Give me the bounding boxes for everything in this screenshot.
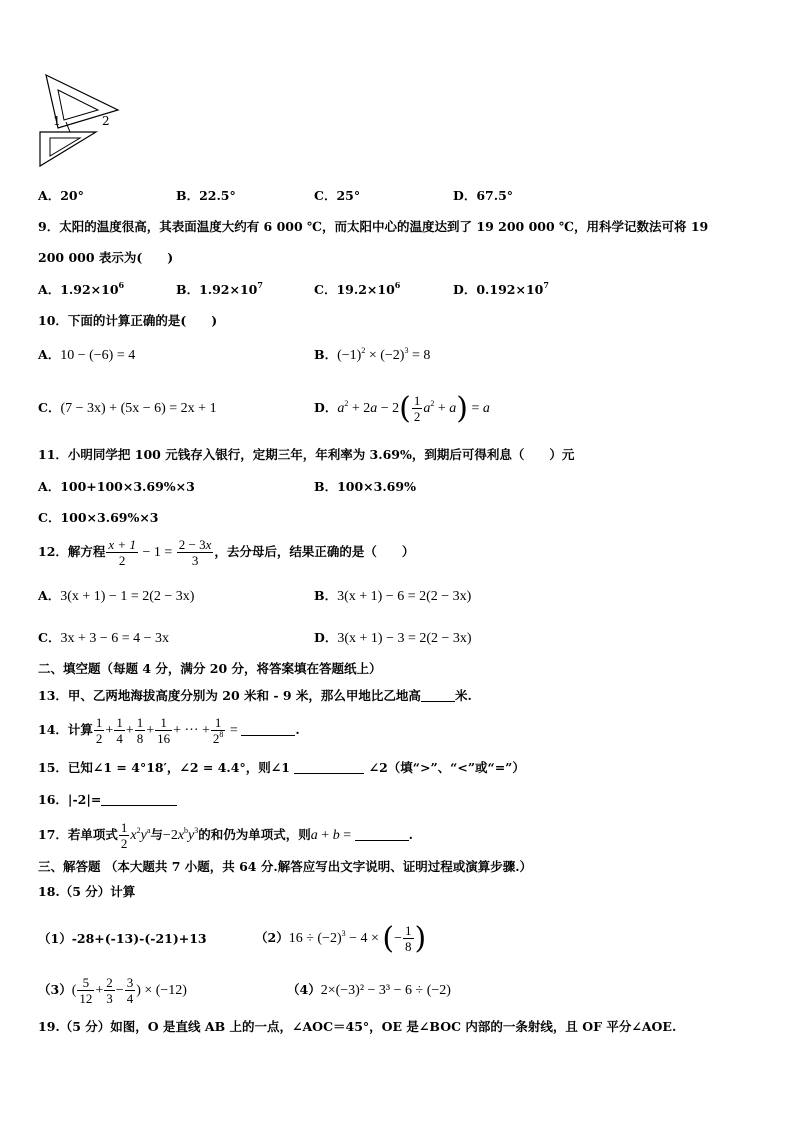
q9-stem-line1: 9．太阳的温度很高，其表面温度大约有 6 000 ℃，而太阳中心的温度达到了 19 200 000 ℃，用科学记数法可将 19 — [38, 219, 709, 234]
q14-stem: 14．计算 $\frac{1}{2}$ + $\frac{1}{4}$ + $\frac{1}{8}$ + $\frac{1}{16}$ + ··· + $\frac{1}{2^8}$ = . — [38, 715, 300, 746]
triangle-rulers-diagram — [36, 70, 126, 170]
q9-option-a: A．$1.92\times 10^6$ — [38, 280, 125, 297]
q18-part-1: （1）-28+(-13)-(-21)+13 — [38, 931, 207, 946]
q15-stem: 15．已知∠1 = 4°18′，∠2 = 4.4°，则∠1 ∠2（填“>”、“<”或“=”） — [38, 760, 525, 775]
q8-option-b: B．22.5° — [176, 188, 236, 203]
q12-option-d: D．3(x + 1) − 3 = 2(2 − 3x) — [314, 630, 472, 646]
q18-part-2: $(2)16 \div (-2)^3 - 4$ × (− $\frac{1}{8}$ ) — [255, 920, 427, 956]
set-squares-figure — [36, 70, 126, 174]
q18-part-3: （3）( $\frac{5}{12}$ + $\frac{2}{3}$ − $\frac{3}{4}$ ) × (−12) — [38, 975, 187, 1006]
q18-part-4: （4）2×(−3)² − 3³ − 6 ÷ (−2) — [287, 982, 451, 998]
q16-stem: 16．|-2|= — [38, 792, 177, 808]
q9-option-b: B．$1.92\times 10^7$ — [176, 280, 263, 297]
q17-answer-blank[interactable] — [355, 828, 409, 841]
q10-option-c: C．(7 − 3x) + (5x − 6) = 2x + 1 — [38, 400, 217, 416]
q10-option-b: B．$(-1)^2 \times (-2)^3 = 8$ — [314, 346, 431, 363]
q13-stem: 13．甲、乙两地海拔高度分别为 20 米和 - 9 米，那么甲地比乙地高 米. — [38, 688, 472, 703]
q14-answer-blank[interactable] — [241, 723, 295, 736]
q19-stem: 19.（5 分）如图，O 是直线 AB 上的一点，∠AOC＝45°，OE 是∠BOC 内部的一条射线，且 OF 平分∠AOE. — [38, 1019, 677, 1034]
q9-stem-line2: 200 000 表示为( ) — [38, 250, 174, 265]
q11-option-b: B．100×3.69% — [314, 479, 416, 494]
q16-answer-blank[interactable] — [101, 793, 177, 806]
q9-option-d: D．$0.192\times 10^7$ — [453, 280, 549, 297]
q17-stem: 17．若单项式 $\frac{1}{2}$ $x^2y^a$与$-2x^by^3$的和仍为单项式，则a + b = . — [38, 820, 413, 851]
q15-answer-blank[interactable] — [294, 761, 364, 774]
q11-stem: 11．小明同学把 100 元钱存入银行，定期三年，年利率为 3.69%，到期后可得利息（ ）元 — [38, 447, 575, 462]
section2-title: 二、填空题（每题 4 分，满分 20 分，将答案填在答题纸上） — [38, 661, 382, 676]
q9-option-c: C．$19.2\times 10^6$ — [314, 280, 401, 297]
q8-option-c: C．25° — [314, 188, 361, 203]
q12-stem: 12．解方程 $\frac{x + 1}{2}$ − 1 = $\frac{2 - 3x}{3}$ ，去分母后，结果正确的是（ ） — [38, 537, 415, 568]
q11-option-a: A．100+100×3.69%×3 — [38, 479, 195, 494]
q13-answer-blank[interactable] — [421, 689, 455, 702]
q10-option-a: A．10 − (−6) = 4 — [38, 347, 136, 363]
q12-option-a: A．3(x + 1) − 1 = 2(2 − 3x) — [38, 588, 195, 604]
q12-option-c: C．3x + 3 − 6 = 4 − 3x — [38, 630, 170, 646]
q8-option-a: A．20° — [38, 188, 84, 203]
q12-option-b: B．3(x + 1) − 6 = 2(2 − 3x) — [314, 588, 472, 604]
q11-option-c: C．100×3.69%×3 — [38, 510, 159, 525]
section3-title: 三、解答题 （本大题共 7 小题，共 64 分.解答应写出文字说明、证明过程或演算步骤.） — [38, 859, 533, 874]
q8-option-d: D．67.5° — [453, 188, 514, 203]
q10-stem: 10．下面的计算正确的是( ) — [38, 313, 218, 328]
angle-label-2: 2 — [102, 114, 110, 128]
angle-label-1: 1 — [53, 114, 61, 128]
q18-stem: 18.（5 分）计算 — [38, 884, 136, 899]
q10-option-d: D．$a^2 + 2a - 2$( $\frac{1}{2}$ $a^2 + a) = a$ — [314, 390, 490, 426]
